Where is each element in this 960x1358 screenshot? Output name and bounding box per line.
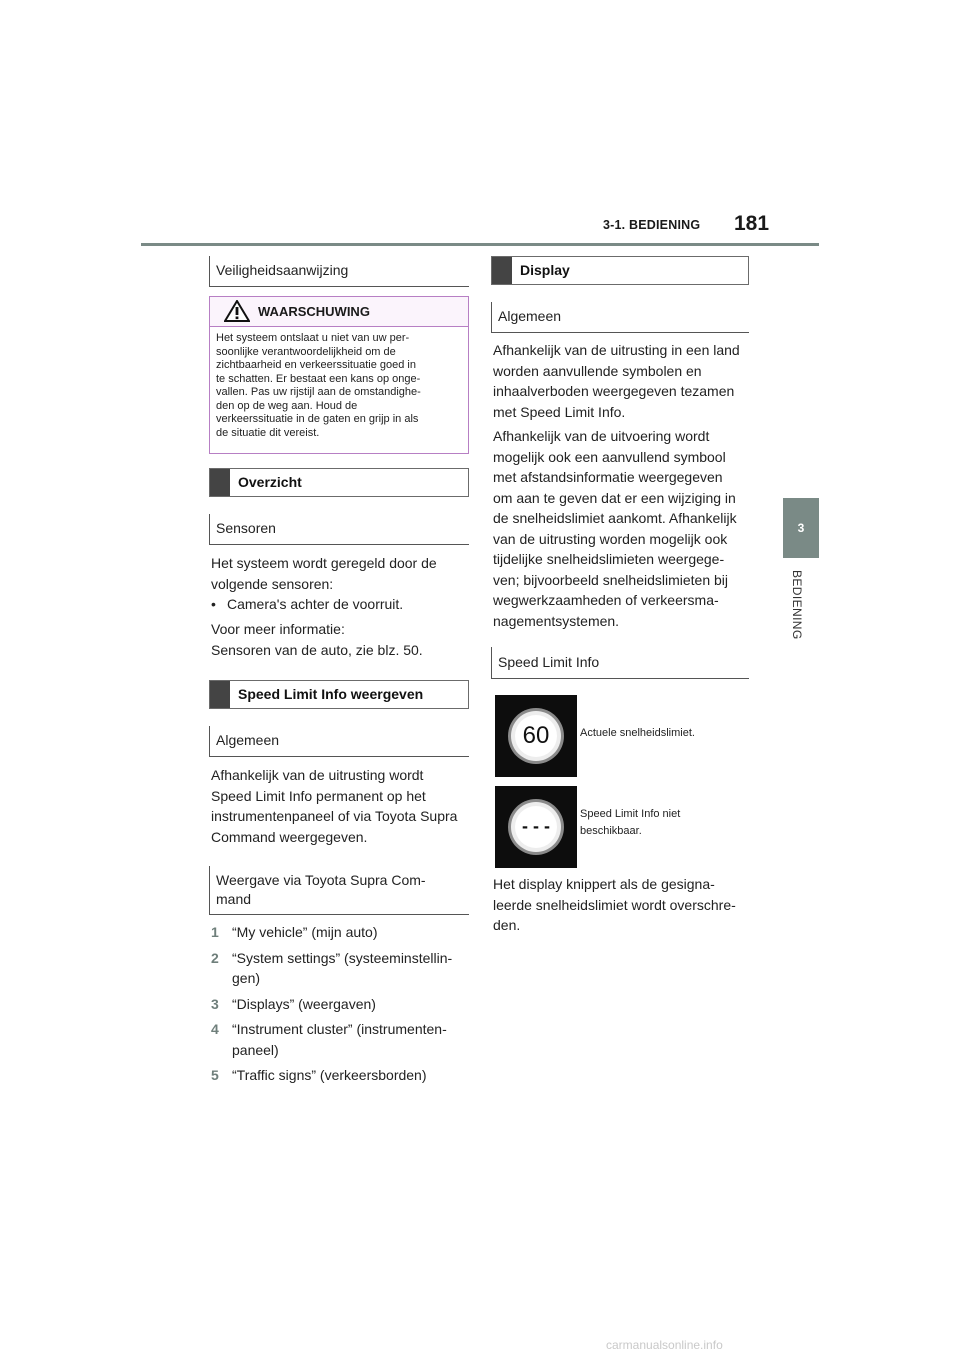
speed-limit-unavailable-image <box>495 786 577 868</box>
step-number: 1 <box>211 924 219 940</box>
sensors-bullet-text: Camera's achter de voorruit. <box>227 596 404 612</box>
sensors-text: Het systeem wordt geregeld door de volgende sensoren: <box>211 555 437 592</box>
step-text: “My vehicle” (mijn auto) <box>232 924 378 940</box>
step-number: 2 <box>211 949 219 966</box>
show-heading-bar <box>209 680 469 709</box>
warning-title: WAARSCHUWING <box>258 304 370 319</box>
step-number: 3 <box>211 995 219 1012</box>
overview-heading-bar <box>209 468 469 497</box>
unavailable-caption: Speed Limit Info niet beschikbaar. <box>580 808 681 837</box>
heading-marker <box>210 469 230 496</box>
warning-triangle-icon <box>224 300 250 322</box>
footer-watermark: carmanualsonline.info <box>606 1338 723 1352</box>
speed-limit-caption: Actuele snelheidslimiet. <box>580 727 695 739</box>
show-heading: Speed Limit Info weergeven <box>238 686 424 702</box>
display-heading: Display <box>520 262 570 278</box>
step-number: 5 <box>211 1067 219 1083</box>
warning-box <box>209 296 469 454</box>
step-number: 4 <box>211 1021 219 1037</box>
via-command-heading: Weergave via Toyota Supra Com- mand <box>209 866 469 915</box>
more-info-text: Voor meer informatie: Sensoren van de auto, zie blz. 50. <box>211 621 423 658</box>
section-title: 3-1. BEDIENING <box>603 218 701 232</box>
overview-heading: Overzicht <box>238 474 302 490</box>
step-text: “Displays” (weergaven) <box>232 995 376 1012</box>
step-item <box>211 994 469 1015</box>
step-text: “Traffic signs” (verkeersborden) <box>232 1067 427 1083</box>
step-text: “System settings” (systeeminstellin- gen) <box>232 949 453 986</box>
display-paragraph-3: Het display knippert als de gesigna- leerde snelheidslimiet wordt overschre- den. <box>493 876 736 933</box>
header-rule <box>141 243 819 246</box>
general-heading-left: Algemeen <box>209 726 469 757</box>
step-item <box>211 948 469 989</box>
safety-heading: Veiligheidsaanwijzing <box>209 256 469 287</box>
speed-limit-info-heading: Speed Limit Info <box>491 647 749 679</box>
warning-header <box>210 297 468 327</box>
sensors-bullet-item <box>211 594 469 615</box>
chapter-label-text: BEDIENING <box>790 570 804 640</box>
step-item <box>211 922 469 943</box>
display-paragraph-2: Afhankelijk van de uitvoering wordt mogelijk ook een aanvullend symbool met afstandsinformatie weergegeven om aan te geven dat er een wijziging in de snelheidslimiet aankomt. Afhankelijk van de uitrusting worden mogelijk ook tijdelijke snelheidslimieten weergege- ven; bijvoorbeeld snelheidslimieten bij wegwerkzaamheden of verkeersma- nagementsystemen. <box>493 428 737 629</box>
step-item <box>211 1065 469 1086</box>
steps-list <box>211 922 469 1091</box>
display-paragraph-1: Afhankelijk van de uitrusting in een land worden aanvullende symbolen en inhaalverboden weergegeven tezamen met Speed Limit Info. <box>493 342 740 420</box>
heading-marker <box>210 681 230 708</box>
speed-limit-dashes: - - - <box>522 816 550 836</box>
page-number: 181 <box>734 212 770 235</box>
general-heading-right: Algemeen <box>491 302 749 333</box>
sensors-heading: Sensoren <box>209 514 469 545</box>
heading-marker <box>492 257 512 284</box>
chapter-number: 3 <box>797 521 805 535</box>
speed-limit-60-image <box>495 695 577 777</box>
warning-text: Het systeem ontslaat u niet van uw per- soonlijke verantwoordelijkheid om de zichtbaarheid en verkeerssituatie goed in te schatten. Er bestaat een kans op onge- vallen. Pas uw rijstijl aan de omstandighe- den op de weg aan. Houd de verkeerssituatie in de gaten en grijp in als de situatie dit vereist. <box>216 332 421 439</box>
display-heading-bar <box>491 256 749 285</box>
step-item <box>211 1019 469 1060</box>
chapter-tab <box>783 498 819 558</box>
step-text: “Instrument cluster” (instrumenten- paneel) <box>232 1021 447 1058</box>
speed-limit-value: 60 <box>522 722 550 749</box>
bullet-dot: • <box>211 596 216 612</box>
chapter-label <box>778 570 826 650</box>
general-text-left: Afhankelijk van de uitrusting wordt Speed Limit Info permanent op het instrumentenpaneel of via Toyota Supra Command weergegeven. <box>211 767 458 845</box>
